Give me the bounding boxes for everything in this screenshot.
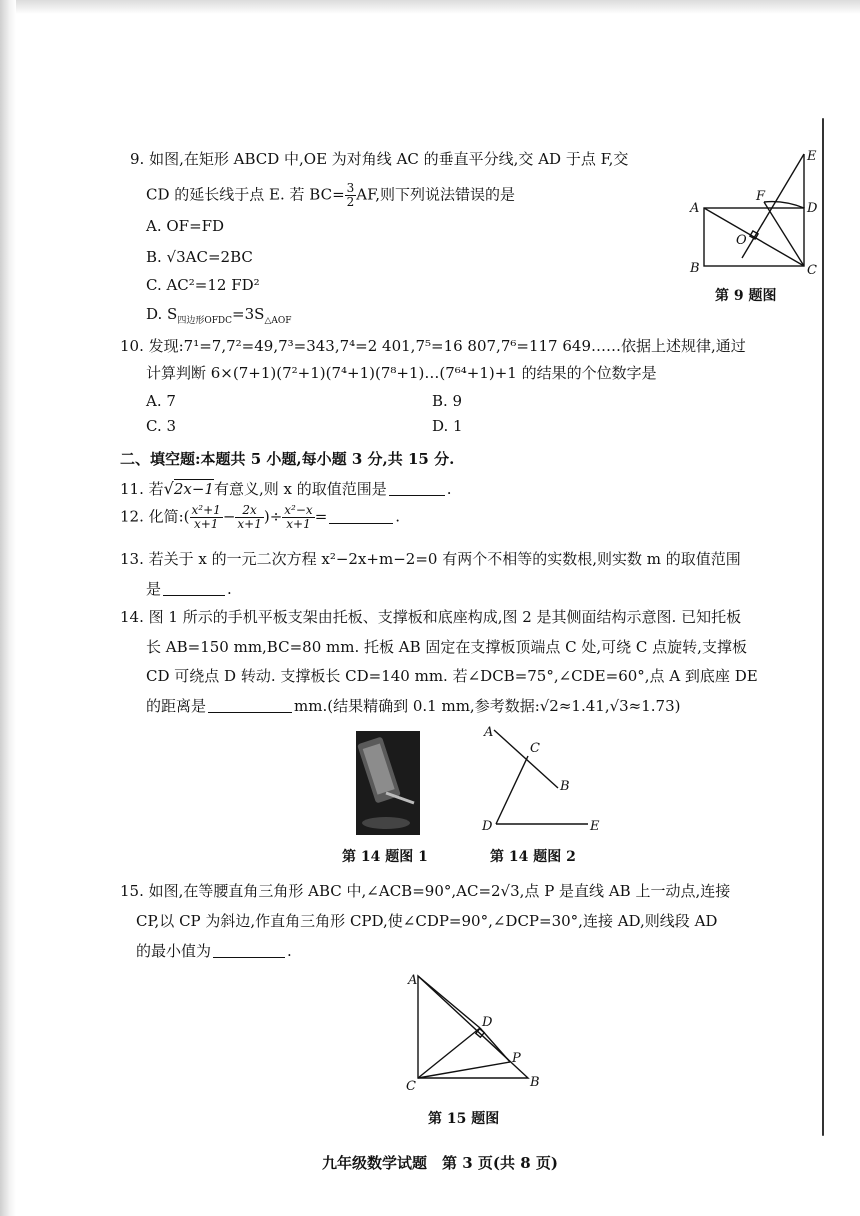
q14-line1: 14. 图 1 所示的手机平板支架由托板、支撑板和底座构成,图 2 是其侧面结构示意图. 已知托板 [120, 608, 742, 626]
q9-label-e: E [807, 149, 817, 164]
q14-label-d: D [482, 819, 493, 834]
q10-option-b: B. 9 [432, 392, 463, 410]
q9-fraction: $\frac{3}{2}$ [346, 181, 355, 209]
q12-answer-blank[interactable] [329, 509, 393, 524]
q12-fraction-2: $\frac{2x}{x+1}$ [237, 503, 262, 531]
q10-line2: 计算判断 6×(7+1)(7²+1)(7⁴+1)(7⁸+1)…(7⁶⁴+1)+1 的结果的个位数字是 [146, 364, 657, 382]
q11-answer-blank[interactable] [389, 481, 445, 496]
q9-option-b: B. √3AC=2BC [146, 248, 253, 266]
q15-caption: 第 15 题图 [428, 1111, 500, 1127]
q9-line-fc [764, 202, 804, 266]
q14-line4: 的距离是 mm.(结果精确到 0.1 mm,参考数据:√2≈1.41,√3≈1.73) [146, 697, 681, 715]
q14-label-b: B [560, 779, 570, 794]
q15-answer-blank[interactable] [213, 943, 285, 958]
q10-option-a: A. 7 [146, 392, 176, 410]
q14-tablet-stand-photo [356, 731, 420, 835]
q14-label-c: C [530, 741, 540, 756]
q9-label-d: D [807, 201, 818, 216]
q15-label-p: P [512, 1051, 521, 1066]
q14-answer-blank[interactable] [208, 698, 292, 713]
q9-label-c: C [807, 263, 817, 278]
q9-line2-a: CD 的延长线于点 E. 若 BC= [146, 185, 345, 204]
q10-line1: 10. 发现:7¹=7,7²=49,7³=343,7⁴=2 401,7⁵=16 807,7⁶=117 649……依据上述规律,通过 [120, 337, 746, 355]
q9-line1: 9. 如图,在矩形 ABCD 中,OE 为对角线 AC 的垂直平分线,交 AD 于点 F,交 [130, 150, 629, 168]
q10-option-d: D. 1 [432, 417, 463, 435]
q10-option-c: C. 3 [146, 417, 177, 435]
q9-line2 [146, 182, 515, 209]
q14-line-cd [496, 756, 528, 824]
q15-line-ad [418, 976, 480, 1028]
q9-label-b: B [690, 261, 700, 276]
q15-label-d: D [482, 1015, 493, 1030]
q14-figure2 [478, 724, 608, 834]
q9-caption: 第 9 题图 [715, 288, 777, 304]
section-2-heading: 二、填空题:本题共 5 小题,每小题 3 分,共 15 分. [120, 450, 455, 468]
q12-line: 12. 化简:( $\frac{\text{x²+1}}{x+1}$ − $\frac{2x}{x+1}$ )÷ $\frac{\text{x²−x}}{x+1}$ = . [120, 503, 401, 531]
q9-label-f: F [756, 189, 766, 204]
q14-photo-sketch [356, 731, 420, 835]
q9-option-a: A. OF=FD [146, 217, 225, 235]
q15-line-cp [418, 1062, 510, 1078]
scan-left-edge [0, 0, 16, 1216]
q12-fraction-1: $\frac{\text{x²+1}}{x+1}$ [191, 503, 221, 531]
q13-answer-blank[interactable] [163, 581, 225, 596]
q15-label-b: B [530, 1075, 540, 1090]
q9-figure [680, 140, 820, 280]
q14-caption-2: 第 14 题图 2 [490, 849, 576, 865]
q11-line: 11. 若√2x−1有意义,则 x 的取值范围是 . [120, 479, 452, 498]
q9-label-o: O [736, 233, 747, 248]
q15-figure [404, 962, 554, 1092]
q15-line1: 15. 如图,在等腰直角三角形 ABC 中,∠ACB=90°,AC=2√3,点 P 是直线 AB 上一动点,连接 [120, 882, 731, 900]
q9-option-c: C. AC²=12 FD² [146, 276, 260, 294]
page-footer: 九年级数学试题 第 3 页(共 8 页) [322, 1154, 558, 1172]
q15-label-a: A [408, 973, 418, 988]
q15-line3: 的最小值为 . [136, 942, 292, 960]
margin-line [822, 118, 824, 1136]
q9-arc [764, 202, 804, 208]
q15-line2: CP,以 CP 为斜边,作直角三角形 CPD,使∠CDP=90°,∠DCP=30°,连接 AD,则线段 AD [136, 912, 718, 930]
q14-line3: CD 可绕点 D 转动. 支撑板长 CD=140 mm. 若∠DCB=75°,∠CDE=60°,点 A 到底座 DE [146, 667, 758, 685]
q9-line2-b: AF,则下列说法错误的是 [356, 185, 515, 204]
q15-label-c: C [406, 1079, 416, 1092]
q13-line2: 是 . [146, 580, 232, 598]
q14-label-a: A [484, 725, 494, 740]
q12-fraction-3: $\frac{\text{x²−x}}{x+1}$ [284, 503, 313, 531]
q14-line2: 长 AB=150 mm,BC=80 mm. 托板 AB 固定在支撑板顶端点 C 处,可绕 C 点旋转,支撑板 [146, 638, 747, 656]
q9-line-oe [742, 154, 804, 258]
q9-label-a: A [690, 201, 700, 216]
scan-top-edge [0, 0, 860, 14]
q15-line-cd [418, 1028, 480, 1078]
q13-line1: 13. 若关于 x 的一元二次方程 x²−2x+m−2=0 有两个不相等的实数根,则实数 m 的取值范围 [120, 550, 741, 568]
q9-option-d: D. $S_{四边形OFDC}=3S_{\triangle AOF}$ [146, 305, 292, 326]
q14-label-e: E [590, 819, 600, 834]
q14-caption-1: 第 14 题图 1 [342, 849, 428, 865]
